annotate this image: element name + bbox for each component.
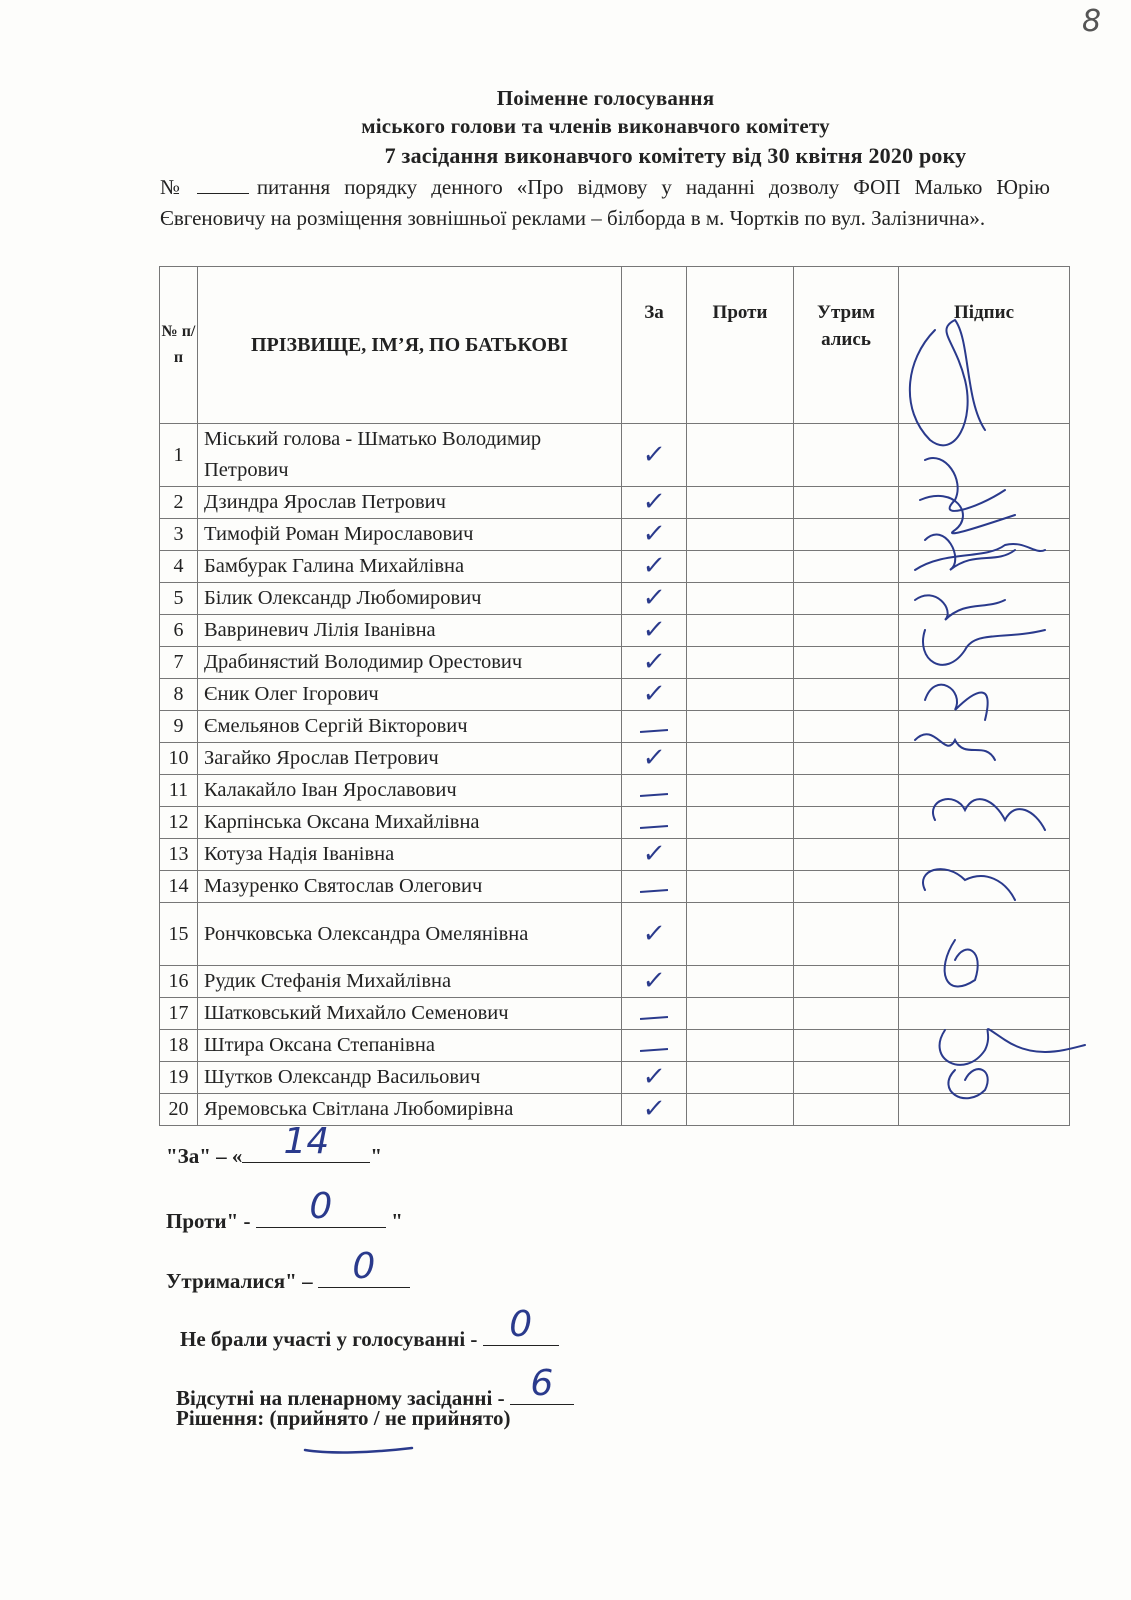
checkmark-icon: ✓ (640, 519, 667, 549)
header-signature: Підпис (899, 267, 1070, 424)
signature-cell (899, 743, 1070, 775)
member-name: Єник Олег Ігорович (198, 679, 622, 711)
vote-for-cell (622, 775, 687, 807)
member-name: Рончковська Олександра Омелянівна (198, 903, 622, 966)
member-name: Мазуренко Святослав Олегович (198, 871, 622, 903)
tally-absent-line (510, 1363, 574, 1405)
dash-icon (640, 889, 668, 893)
member-name: Загайко Ярослав Петрович (198, 743, 622, 775)
decision-rest: / не прийнято) (368, 1406, 511, 1430)
table-row (160, 679, 1070, 711)
table-row (160, 871, 1070, 903)
tally-for-close: " (370, 1144, 383, 1168)
vote-for-cell (622, 998, 687, 1030)
title-session: 7 засідання виконавчого комітету від 30 квітня 2020 року (384, 143, 967, 168)
vote-abstain-cell (794, 775, 899, 807)
decision-accepted: прийнято (276, 1406, 369, 1430)
decision (176, 1406, 510, 1431)
row-number: 6 (160, 615, 198, 647)
signature-cell (899, 966, 1070, 998)
checkmark-icon: ✓ (640, 1094, 667, 1124)
vote-against-cell (687, 839, 794, 871)
vote-for-cell (622, 424, 687, 487)
vote-against-cell (687, 424, 794, 487)
row-number: 10 (160, 743, 198, 775)
row-number: 15 (160, 903, 198, 966)
member-name: Бамбурак Галина Михайлівна (198, 551, 622, 583)
vote-for-cell (622, 1062, 687, 1094)
table-row (160, 583, 1070, 615)
tally-abstain-label: Утрималися" – (166, 1269, 313, 1293)
tally-against-close: " (391, 1209, 403, 1233)
signature-cell (899, 424, 1070, 487)
vote-for-cell (622, 679, 687, 711)
signature-cell (899, 871, 1070, 903)
checkmark-icon: ✓ (640, 1062, 667, 1092)
table-row (160, 711, 1070, 743)
vote-abstain-cell (794, 743, 899, 775)
signature-cell (899, 519, 1070, 551)
table-row (160, 839, 1070, 871)
vote-against-cell (687, 903, 794, 966)
vote-for-cell (622, 647, 687, 679)
signature-cell (899, 807, 1070, 839)
dash-icon (640, 1048, 668, 1052)
vote-for-cell (622, 487, 687, 519)
table-row (160, 519, 1070, 551)
tally-not-voted-value: 0 (509, 1304, 533, 1345)
member-name: Драбинястий Володимир Орестович (198, 647, 622, 679)
agenda-subject-text: питання порядку денного «Про відмову у наданні дозволу ФОП Малько Юрію Євгеновичу на розміщення зовнішньої реклами – білборда в м. Чортків по вул. Залізнична». (160, 175, 1050, 230)
vote-against-cell (687, 711, 794, 743)
vote-for-cell (622, 966, 687, 998)
signature-cell (899, 1094, 1070, 1126)
row-number: 14 (160, 871, 198, 903)
table-row (160, 807, 1070, 839)
vote-abstain-cell (794, 679, 899, 711)
member-name: Дзиндра Ярослав Петрович (198, 487, 622, 519)
vote-abstain-cell (794, 647, 899, 679)
header-against: Проти (687, 267, 794, 424)
vote-abstain-cell (794, 487, 899, 519)
vote-against-cell (687, 583, 794, 615)
row-number: 1 (160, 424, 198, 487)
table-row (160, 551, 1070, 583)
tally-abstain-value: 0 (352, 1246, 376, 1287)
checkmark-icon: ✓ (640, 839, 667, 869)
vote-against-cell (687, 647, 794, 679)
dash-icon (640, 793, 668, 797)
vote-against-cell (687, 966, 794, 998)
checkmark-icon: ✓ (640, 679, 667, 709)
tally-abstain (166, 1246, 410, 1294)
vote-against-cell (687, 1030, 794, 1062)
vote-against-cell (687, 807, 794, 839)
tally-not-voted-line (483, 1304, 559, 1346)
vote-abstain-cell (794, 711, 899, 743)
tally-against-label: Проти" - (166, 1209, 251, 1233)
checkmark-icon: ✓ (640, 647, 667, 677)
tally-not-voted-label: Не брали участі у голосуванні - (180, 1327, 478, 1351)
table-row (160, 775, 1070, 807)
roll-call-table (159, 266, 1070, 1126)
vote-abstain-cell (794, 871, 899, 903)
tally-for-label: "За" – « (166, 1144, 243, 1168)
vote-abstain-cell (794, 839, 899, 871)
row-number: 2 (160, 487, 198, 519)
vote-for-cell (622, 519, 687, 551)
vote-against-cell (687, 998, 794, 1030)
member-name: Котуза Надія Іванівна (198, 839, 622, 871)
title-roll-call: Поіменне голосування (496, 86, 715, 110)
tally-abstain-line (318, 1246, 410, 1288)
member-name: Яремовська Світлана Любомирівна (198, 1094, 622, 1126)
row-number: 16 (160, 966, 198, 998)
member-name: Карпінська Оксана Михайлівна (198, 807, 622, 839)
agenda-subject (160, 172, 1050, 234)
vote-against-cell (687, 487, 794, 519)
member-name: Калакайло Іван Ярославович (198, 775, 622, 807)
row-number: 4 (160, 551, 198, 583)
vote-against-cell (687, 551, 794, 583)
vote-abstain-cell (794, 1030, 899, 1062)
tally-for-line (242, 1121, 370, 1163)
member-name: Штира Оксана Степанівна (198, 1030, 622, 1062)
vote-for-cell (622, 871, 687, 903)
row-number: 17 (160, 998, 198, 1030)
signature-cell (899, 679, 1070, 711)
table-row (160, 647, 1070, 679)
table-row (160, 743, 1070, 775)
checkmark-icon: ✓ (640, 551, 667, 581)
vote-for-cell (622, 551, 687, 583)
vote-for-cell (622, 1094, 687, 1126)
signature-cell (899, 998, 1070, 1030)
header-abstain: Утрим ались (794, 267, 899, 424)
checkmark-icon: ✓ (640, 583, 667, 613)
decision-underline (300, 1440, 420, 1460)
vote-for-cell (622, 807, 687, 839)
signature-cell (899, 1062, 1070, 1094)
agenda-number-blank (197, 179, 249, 194)
checkmark-icon: ✓ (640, 918, 667, 949)
signature-cell (899, 1030, 1070, 1062)
row-number: 19 (160, 1062, 198, 1094)
dash-icon (640, 1016, 668, 1020)
decision-label: Рішення: (176, 1406, 265, 1430)
vote-against-cell (687, 679, 794, 711)
tally-for (166, 1121, 383, 1169)
row-number: 3 (160, 519, 198, 551)
row-number: 12 (160, 807, 198, 839)
member-name: Шатковський Михайло Семенович (198, 998, 622, 1030)
member-name: Тимофій Роман Мирославович (198, 519, 622, 551)
vote-abstain-cell (794, 519, 899, 551)
row-number: 20 (160, 1094, 198, 1126)
row-number: 9 (160, 711, 198, 743)
member-name: Міський голова - Шматько Володимир Петрович (198, 424, 622, 487)
table-header-row (160, 267, 1070, 424)
tally-against-line (256, 1186, 386, 1228)
vote-against-cell (687, 743, 794, 775)
member-name: Вавриневич Лілія Іванівна (198, 615, 622, 647)
checkmark-icon: ✓ (640, 439, 667, 470)
signature-cell (899, 615, 1070, 647)
page-number: 8 (1082, 4, 1102, 39)
vote-for-cell (622, 711, 687, 743)
vote-abstain-cell (794, 1062, 899, 1094)
checkmark-icon: ✓ (640, 966, 667, 996)
signature-cell (899, 711, 1070, 743)
vote-abstain-cell (794, 1094, 899, 1126)
vote-against-cell (687, 615, 794, 647)
dash-icon (640, 825, 668, 829)
signature-cell (899, 775, 1070, 807)
checkmark-icon: ✓ (640, 615, 667, 645)
vote-abstain-cell (794, 903, 899, 966)
table-row (160, 966, 1070, 998)
table-row (160, 998, 1070, 1030)
member-name: Ємельянов Сергій Вікторович (198, 711, 622, 743)
vote-for-cell (622, 839, 687, 871)
table-row (160, 487, 1070, 519)
vote-for-cell (622, 903, 687, 966)
row-number: 7 (160, 647, 198, 679)
tally-absent-label: Відсутні на пленарному засіданні - (176, 1386, 505, 1410)
member-name: Білик Олександр Любомирович (198, 583, 622, 615)
header-for: За (622, 267, 687, 424)
row-number: 11 (160, 775, 198, 807)
row-number: 8 (160, 679, 198, 711)
decision-open: ( (269, 1406, 277, 1430)
agenda-number-label: № (160, 175, 189, 199)
signature-cell (899, 839, 1070, 871)
header-number: № п/п (160, 267, 198, 424)
table-row (160, 903, 1070, 966)
vote-abstain-cell (794, 807, 899, 839)
table-row (160, 424, 1070, 487)
dash-icon (640, 729, 668, 733)
signature-cell (899, 487, 1070, 519)
signature-cell (899, 551, 1070, 583)
row-number: 5 (160, 583, 198, 615)
vote-against-cell (687, 1062, 794, 1094)
member-name: Шутков Олександр Васильович (198, 1062, 622, 1094)
vote-against-cell (687, 775, 794, 807)
tally-not-voted (180, 1304, 559, 1352)
tally-against-value: 0 (309, 1186, 333, 1227)
tally-for-value: 14 (283, 1121, 330, 1162)
member-name: Рудик Стефанія Михайлівна (198, 966, 622, 998)
checkmark-icon: ✓ (640, 487, 667, 517)
vote-for-cell (622, 583, 687, 615)
vote-abstain-cell (794, 551, 899, 583)
vote-abstain-cell (794, 998, 899, 1030)
vote-abstain-cell (794, 966, 899, 998)
vote-against-cell (687, 1094, 794, 1126)
table-row (160, 1062, 1070, 1094)
vote-for-cell (622, 743, 687, 775)
vote-abstain-cell (794, 615, 899, 647)
row-number: 18 (160, 1030, 198, 1062)
signature-cell (899, 583, 1070, 615)
signature-cell (899, 647, 1070, 679)
vote-for-cell (622, 1030, 687, 1062)
tally-against (166, 1186, 403, 1234)
tally-absent-value: 6 (530, 1363, 554, 1404)
row-number: 13 (160, 839, 198, 871)
vote-against-cell (687, 871, 794, 903)
checkmark-icon: ✓ (640, 743, 667, 773)
header-name: ПРІЗВИЩЕ, ІМ’Я, ПО БАТЬКОВІ (198, 267, 622, 424)
signature-cell (899, 903, 1070, 966)
vote-abstain-cell (794, 583, 899, 615)
title-participants: міського голови та членів виконавчого комітету (361, 114, 830, 138)
table-row (160, 615, 1070, 647)
vote-abstain-cell (794, 424, 899, 487)
vote-against-cell (687, 519, 794, 551)
table-row (160, 1030, 1070, 1062)
vote-for-cell (622, 615, 687, 647)
